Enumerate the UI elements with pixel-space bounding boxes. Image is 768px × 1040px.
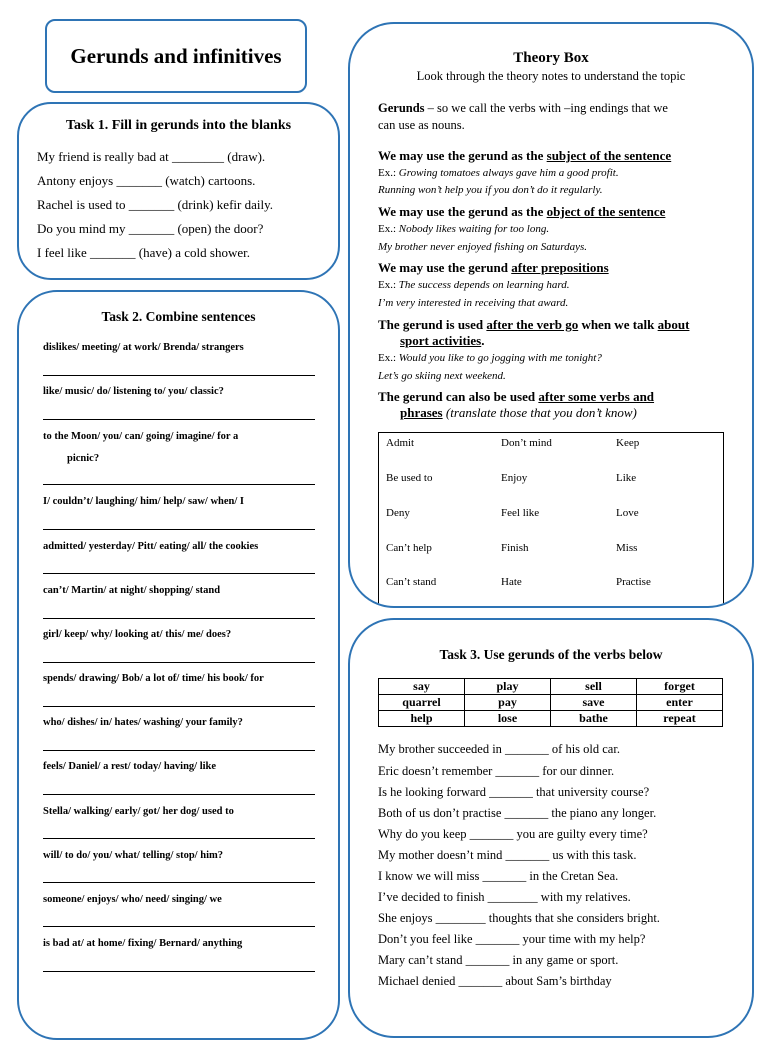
example-text: Nobody likes waiting for too long.	[396, 223, 550, 235]
rule-verbs-cont	[400, 405, 637, 421]
ex-label: Ex.:	[378, 167, 397, 179]
task1-sentence: Rachel is used to _______ (drink) kefir daily.	[37, 197, 273, 212]
task1-sentence: I feel like _______ (have) a cold shower.	[37, 245, 250, 260]
verb-cell: Don’t mind	[501, 437, 552, 449]
word-cell: sell	[551, 679, 637, 695]
task2-item: to the Moon/ you/ can/ going/ imagine/ for a	[43, 431, 239, 442]
example-line	[378, 279, 569, 291]
example-text: Growing tomatoes always gave him a good profit.	[396, 167, 619, 179]
task2-item: will/ to do/ you/ what/ telling/ stop/ him?	[43, 850, 223, 861]
task3-sentence: Michael denied _______ about Sam’s birthday	[378, 974, 612, 988]
verb-cell: Hate	[501, 576, 522, 588]
task3-sentence: Eric doesn’t remember _______ for our dinner.	[378, 764, 615, 778]
task2-item: admitted/ yesterday/ Pitt/ eating/ all/ the cookies	[43, 541, 259, 552]
rule-underline: object of the sentence	[546, 204, 666, 219]
rule-text: when we talk	[578, 317, 658, 332]
gerunds-def-text: – so we call the verbs with –ing endings that we	[424, 101, 668, 115]
example-line: I’m very interested in receiving that award.	[378, 297, 569, 309]
word-cell: repeat	[637, 711, 723, 727]
verb-cell: Be used to	[386, 472, 433, 484]
rule-go	[378, 317, 689, 333]
word-cell: say	[379, 679, 465, 695]
verb-cell: Feel like	[501, 507, 540, 519]
task2-item: who/ dishes/ in/ hates/ washing/ your family?	[43, 717, 243, 728]
word-cell: forget	[637, 679, 723, 695]
worksheet-title: Gerunds and infinitives	[70, 43, 282, 68]
example-text: The success depends on learning hard.	[396, 279, 570, 291]
task2-item: is bad at/ at home/ fixing/ Bernard/ anything	[43, 938, 243, 949]
answer-line[interactable]	[43, 838, 315, 839]
word-cell: bathe	[551, 711, 637, 727]
answer-line[interactable]	[43, 926, 315, 927]
gerunds-def-cont: can use as nouns.	[378, 118, 465, 132]
task2-item: like/ music/ do/ listening to/ you/ classic?	[43, 386, 224, 397]
verb-cell: Keep	[616, 437, 640, 449]
rule-underline: sport activities	[400, 333, 482, 348]
task2-item: someone/ enjoys/ who/ need/ singing/ we	[43, 894, 222, 905]
task3-sentence: My brother succeeded in _______ of his old car.	[378, 742, 620, 756]
title-box	[45, 19, 307, 93]
example-line: My brother never enjoyed fishing on Saturdays.	[378, 241, 588, 253]
rule-underline: after the verb go	[486, 317, 579, 332]
answer-line[interactable]	[43, 882, 315, 883]
rule-object	[378, 204, 665, 220]
answer-line[interactable]	[43, 971, 315, 972]
answer-line[interactable]	[43, 484, 315, 485]
answer-line[interactable]	[43, 529, 315, 530]
word-table	[378, 678, 723, 727]
rule-underline: about	[657, 317, 690, 332]
task3-sentence: Mary can’t stand _______ in any game or sport.	[378, 953, 619, 967]
task2-heading: Task 2. Combine sentences	[101, 309, 256, 324]
task1-sentence: Do you mind my _______ (open) the door?	[37, 221, 264, 236]
word-cell: help	[379, 711, 465, 727]
answer-line[interactable]	[43, 618, 315, 619]
rule-go-cont	[400, 333, 484, 349]
task1-box	[17, 102, 340, 280]
rule-underline: phrases	[400, 405, 443, 420]
word-cell: lose	[465, 711, 551, 727]
gerunds-term: Gerunds	[378, 101, 425, 115]
task1-sentence: My friend is really bad at ________ (draw).	[37, 149, 266, 164]
theory-box	[348, 22, 754, 608]
word-cell: pay	[465, 695, 551, 711]
example-line: Running won’t help you if you don’t do it regularly.	[378, 184, 603, 196]
verb-cell: Can’t stand	[386, 576, 437, 588]
task1-sentence: Antony enjoys _______ (watch) cartoons.	[37, 173, 256, 188]
verb-cell: Practise	[616, 576, 651, 588]
verb-table	[378, 432, 724, 608]
task3-sentence: Both of us don’t practise _______ the piano any longer.	[378, 806, 657, 820]
word-cell: enter	[637, 695, 723, 711]
task2-item: girl/ keep/ why/ looking at/ this/ me/ does?	[43, 629, 232, 640]
verb-cell: Like	[616, 472, 637, 484]
task3-heading: Task 3. Use gerunds of the verbs below	[439, 647, 663, 662]
example-line	[378, 352, 602, 364]
word-table-row	[379, 695, 723, 711]
theory-subtitle: Look through the theory notes to understand the topic	[416, 69, 686, 83]
rule-prepositions	[378, 260, 609, 276]
rule-underline: subject of the sentence	[546, 148, 672, 163]
answer-line[interactable]	[43, 706, 315, 707]
verb-cell: Love	[616, 507, 639, 519]
task3-sentence: I know we will miss _______ in the Cretan Sea.	[378, 869, 619, 883]
word-table-row	[379, 711, 723, 727]
word-table-row	[379, 679, 723, 695]
example-line: Let’s go skiing next weekend.	[378, 370, 506, 382]
answer-line[interactable]	[43, 794, 315, 795]
rule-text: The gerund can also be used	[378, 389, 539, 404]
ex-label: Ex.:	[378, 223, 397, 235]
task3-sentence: Don’t you feel like _______ your time with my help?	[378, 932, 646, 946]
answer-line[interactable]	[43, 750, 315, 751]
rule-text: The gerund is used	[378, 317, 487, 332]
task3-sentence: Why do you keep _______ you are guilty every time?	[378, 827, 648, 841]
task3-sentence: I’ve decided to finish ________ with my relatives.	[378, 890, 631, 904]
rule-underline: after prepositions	[511, 260, 609, 275]
task1-heading: Task 1. Fill in gerunds into the blanks	[65, 118, 292, 133]
rule-text: .	[481, 333, 485, 348]
rule-text: We may use the gerund as the	[378, 148, 547, 163]
task2-item: can’t/ Martin/ at night/ shopping/ stand	[43, 585, 221, 596]
task3-sentence: Is he looking forward _______ that university course?	[378, 785, 650, 799]
rule-underline: after some verbs and	[538, 389, 655, 404]
verb-cell: Enjoy	[501, 472, 528, 484]
task2-item: Stella/ walking/ early/ got/ her dog/ used to	[43, 806, 234, 817]
word-cell: save	[551, 695, 637, 711]
ex-label: Ex.:	[378, 352, 397, 364]
verb-cell: Can’t help	[386, 542, 432, 554]
gerunds-definition	[378, 101, 668, 116]
rule-subject	[378, 148, 671, 164]
example-line	[378, 167, 619, 179]
rule-text: We may use the gerund	[378, 260, 512, 275]
task2-item: feels/ Daniel/ a rest/ today/ having/ like	[43, 761, 217, 772]
rule-verbs	[378, 389, 654, 405]
task2-item-cont: picnic?	[67, 453, 100, 464]
task3-sentence: My mother doesn’t mind _______ us with this task.	[378, 848, 637, 862]
ex-label: Ex.:	[378, 279, 397, 291]
example-line	[378, 223, 549, 235]
theory-title: Theory Box	[513, 50, 589, 66]
rule-note: (translate those that you don’t know)	[442, 405, 637, 420]
verb-cell: Finish	[501, 542, 529, 554]
answer-line[interactable]	[43, 419, 315, 420]
verb-cell: Deny	[386, 507, 410, 519]
rule-text: We may use the gerund as the	[378, 204, 547, 219]
task2-item: I/ couldn’t/ laughing/ him/ help/ saw/ when/ I	[43, 496, 245, 507]
task2-item: spends/ drawing/ Bob/ a lot of/ time/ his book/ for	[43, 673, 264, 684]
verb-cell: Miss	[616, 542, 638, 554]
word-cell: play	[465, 679, 551, 695]
task2-box	[17, 290, 340, 1040]
task2-item: dislikes/ meeting/ at work/ Brenda/ strangers	[43, 342, 244, 353]
answer-line[interactable]	[43, 573, 315, 574]
word-cell: quarrel	[379, 695, 465, 711]
answer-line[interactable]	[43, 375, 315, 376]
task3-box	[348, 618, 754, 1038]
verb-cell: Admit	[386, 437, 415, 449]
task3-sentence: She enjoys ________ thoughts that she considers bright.	[378, 911, 660, 925]
answer-line[interactable]	[43, 662, 315, 663]
example-text: Would you like to go jogging with me tonight?	[396, 352, 602, 364]
